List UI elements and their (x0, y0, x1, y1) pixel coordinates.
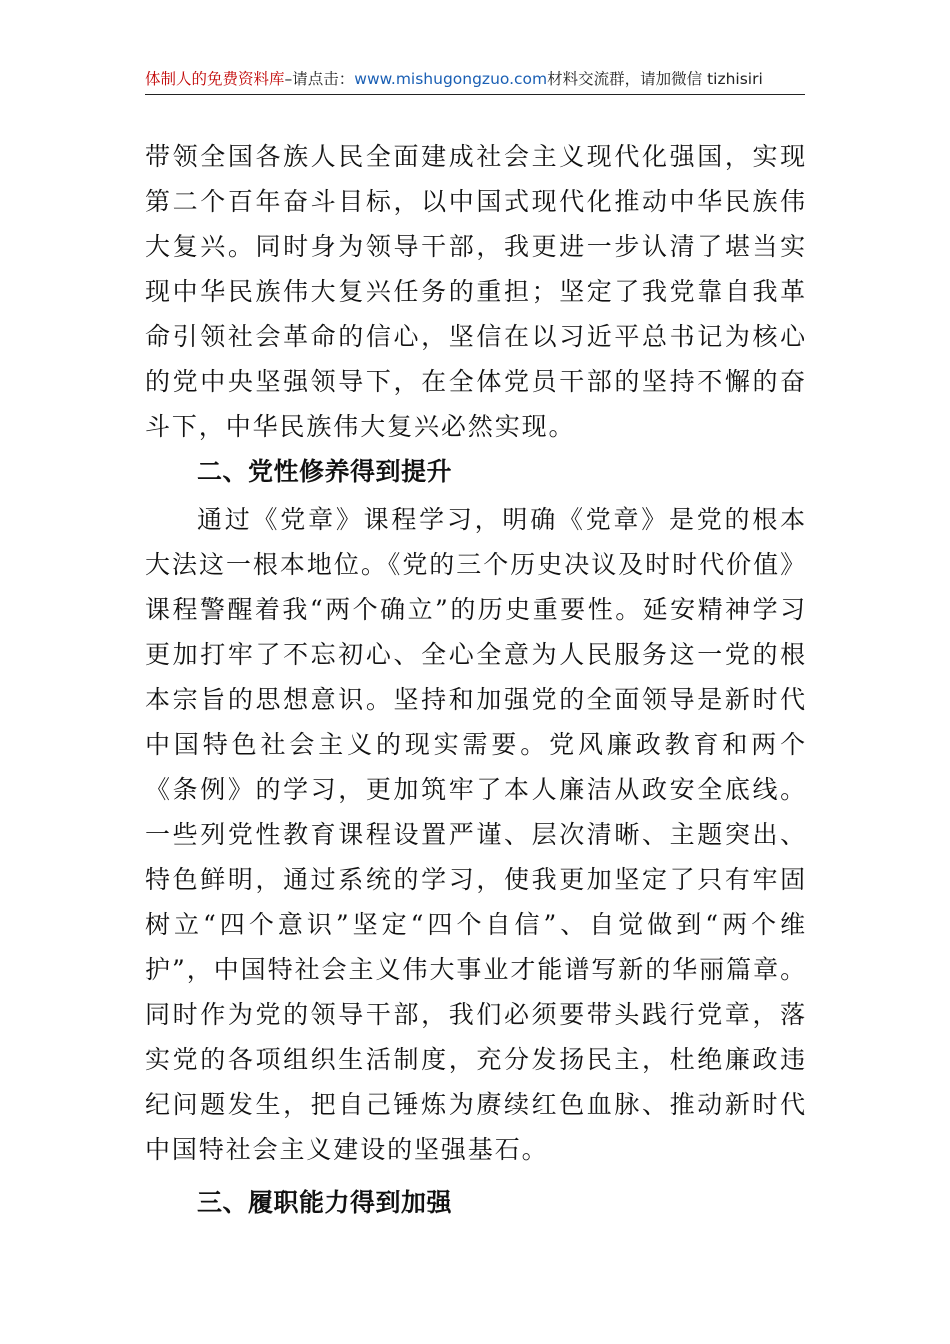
header-site-name: 体制人的免费资料库 (145, 70, 285, 88)
paragraph-continued: 带领全国各族人民全面建成社会主义现代化强国，实现第二个百年奋斗目标，以中国式现代化推动中华民族伟大复兴。同时身为领导干部，我更进一步认清了堪当实现中华民族伟大复兴任务的重担；坚定了我党靠自我革命引领社会革命的信心，坚信在以习近平总书记为核心的党中央坚强领导下，在全体党员干部的坚持不懈的奋斗下，中华民族伟大复兴必然实现。 (145, 142, 807, 441)
page-header (145, 68, 805, 95)
section-heading-2: 二、党性修养得到提升 (197, 457, 453, 486)
header-contact: 材料交流群，请加微信 tizhisiri (547, 70, 763, 88)
header-prompt: –请点击： (284, 70, 355, 88)
section-heading-3: 三、履职能力得到加强 (197, 1188, 453, 1217)
paragraph-party-spirit: 通过《党章》课程学习，明确《党章》是党的根本大法这一根本地位。《党的三个历史决议及时时代价值》课程警醒着我“两个确立”的历史重要性。延安精神学习更加打牢了不忘初心、全心全意为人民服务这一党的根本宗旨的思想意识。坚持和加强党的全面领导是新时代中国特色社会主义的现实需要。党风廉政教育和两个《条例》的学习，更加筑牢了本人廉洁从政安全底线。一些列党性教育课程设置严谨、层次清晰、主题突出、特色鲜明，通过系统的学习，使我更加坚定了只有牢固树立“四个意识”坚定“四个自信”、自觉做到“两个维护”，中国特社会主义伟大事业才能谱写新的华丽篇章。同时作为党的领导干部，我们必须要带头践行党章，落实党的各项组织生活制度，充分发扬民主，杜绝廉政违纪问题发生，把自己锤炼为赓续红色血脉、推动新时代中国特社会主义建设的坚强基石。 (145, 505, 807, 1164)
header-url-link[interactable]: www.mishugongzuo.com (354, 70, 548, 88)
document-body (145, 134, 807, 1225)
